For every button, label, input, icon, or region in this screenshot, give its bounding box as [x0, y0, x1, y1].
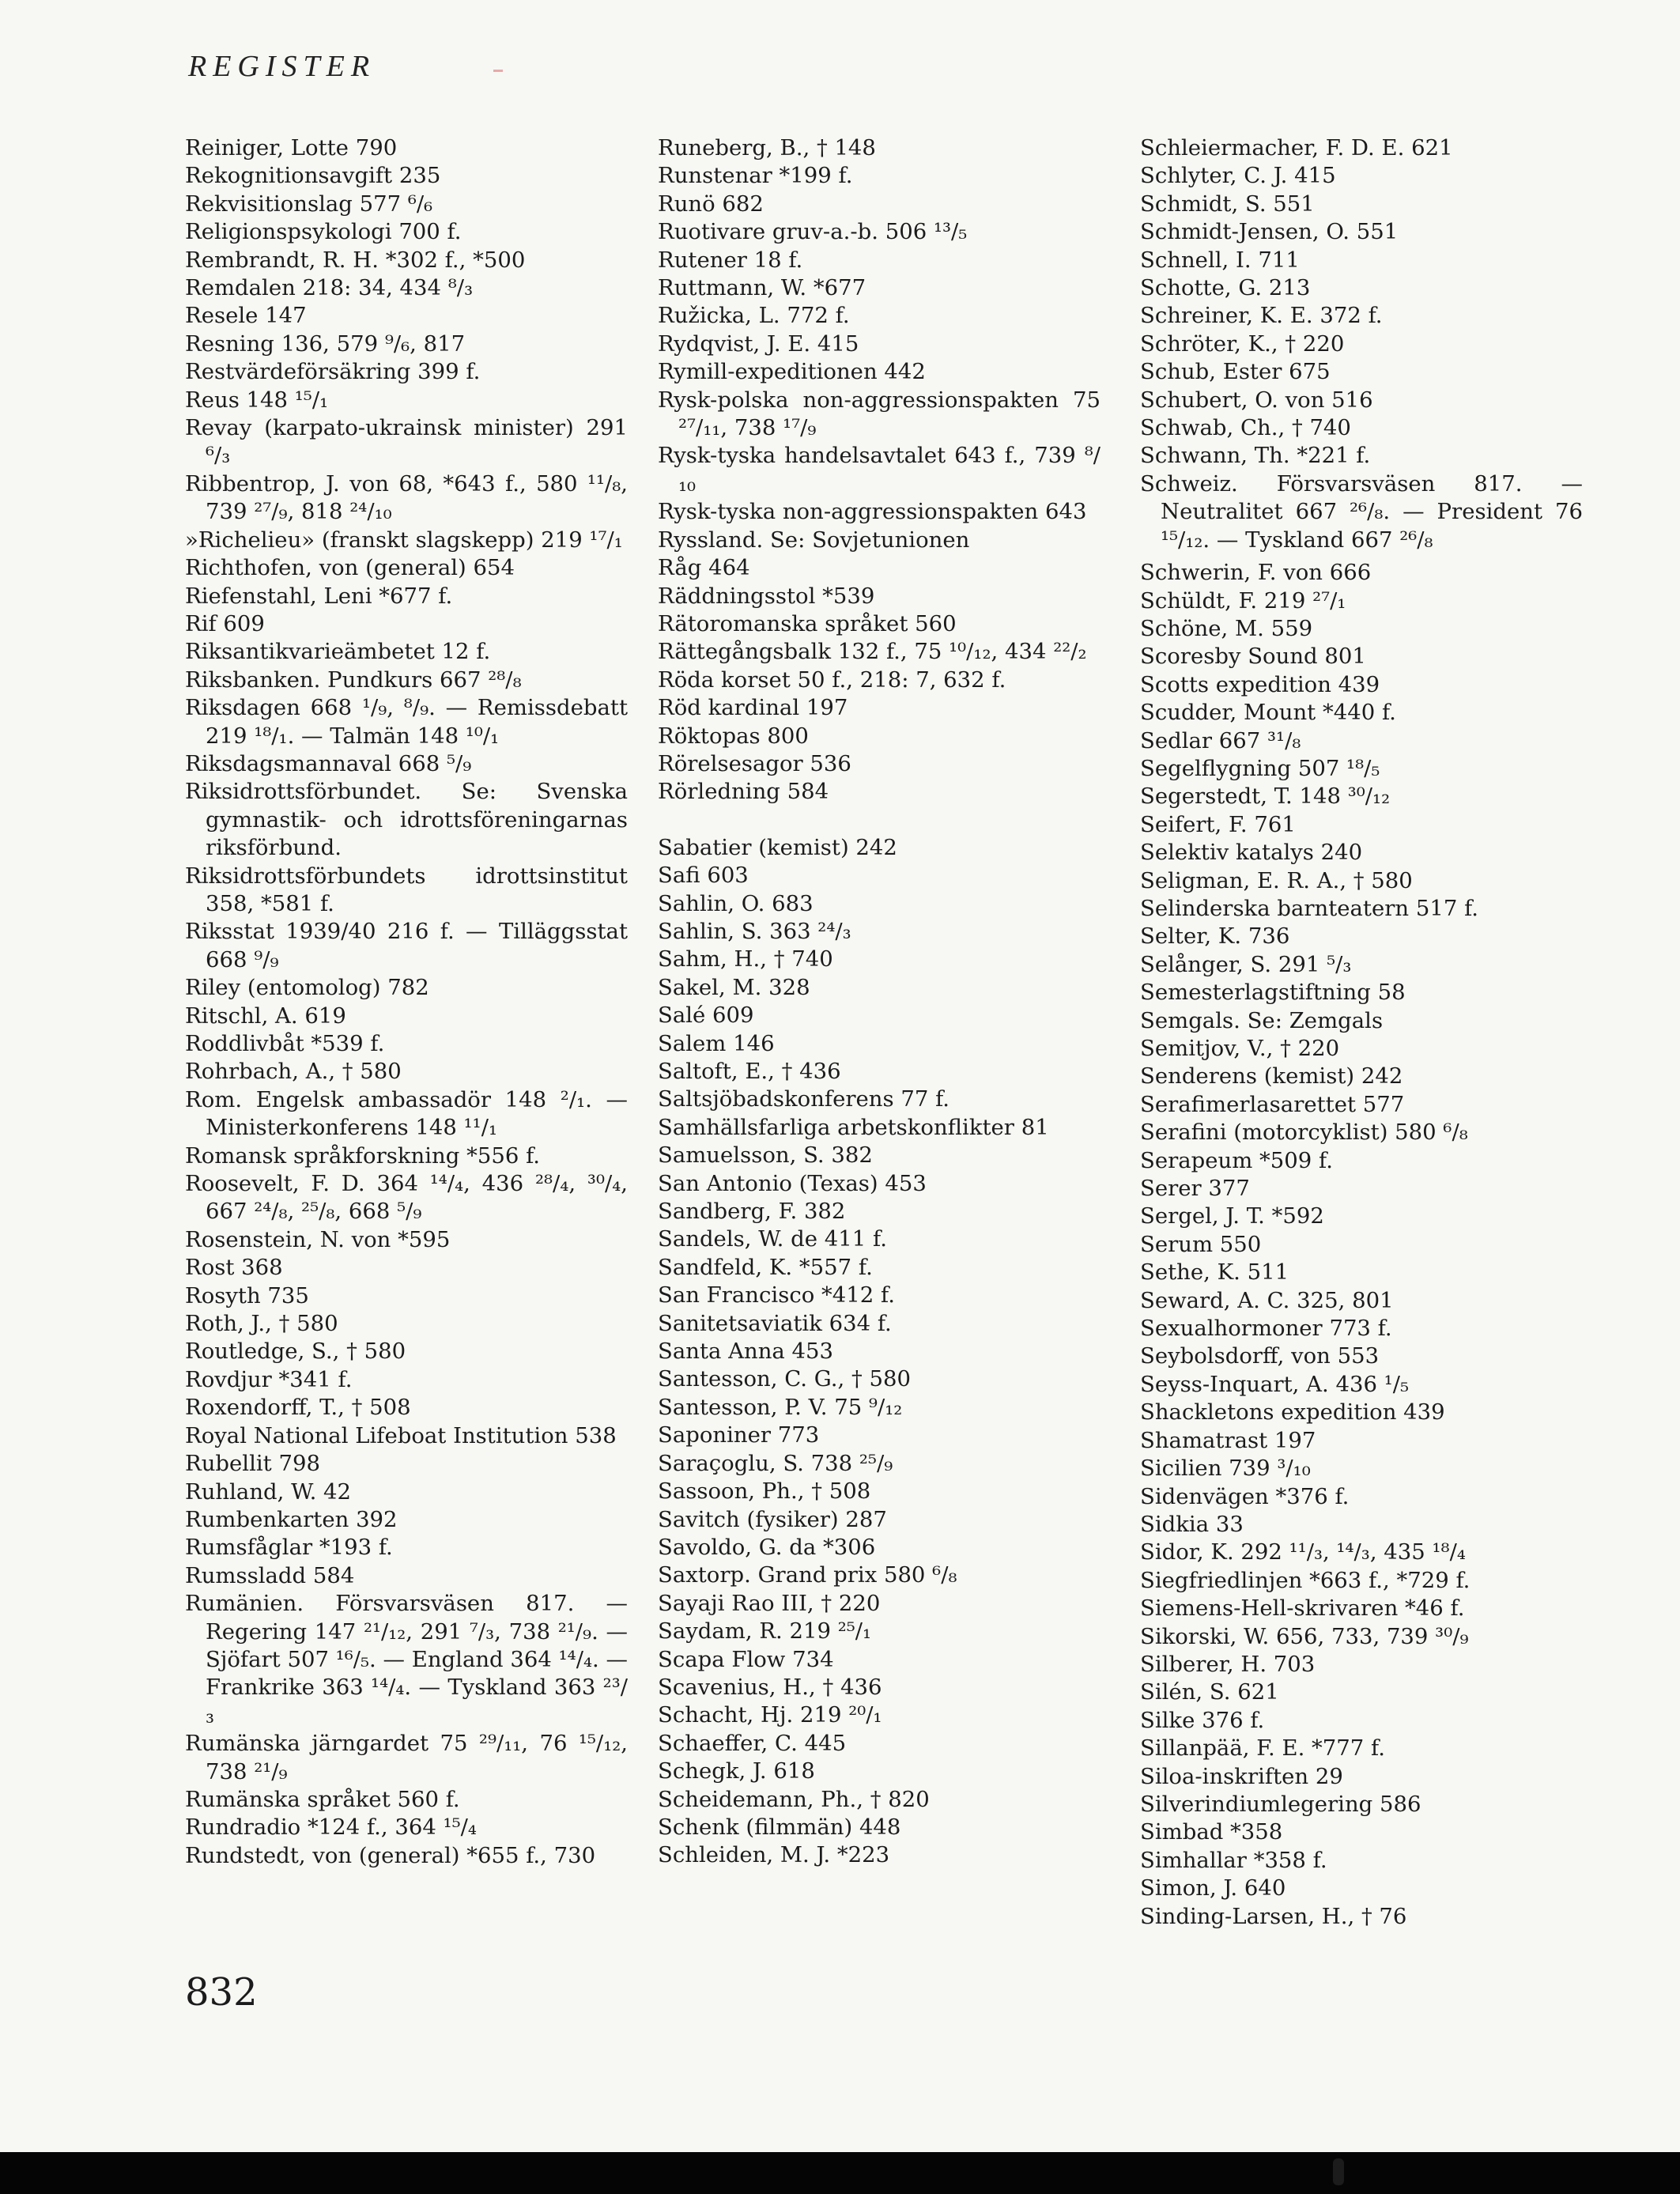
index-entry: Semesterlagstiftning 58	[1140, 980, 1406, 1006]
index-entry: Senderens (kemist) 242	[1140, 1063, 1403, 1089]
index-entry: »Richelieu» (franskt slagskepp) 219 ¹⁷/₁	[185, 527, 623, 553]
index-entry: Rydqvist, J. E. 415	[658, 330, 859, 357]
index-entry: Rovdjur *341 f.	[185, 1366, 353, 1392]
index-column-1	[185, 134, 628, 1870]
index-entry: Religionspsykologi 700 f.	[185, 219, 462, 245]
index-entry: Rutener 18 f.	[658, 247, 803, 273]
index-entry: Schröter, K., † 220	[1140, 330, 1345, 357]
index-entry: Sinding-Larsen, H., † 76	[1140, 1903, 1407, 1929]
index-entry: Scotts expedition 439	[1140, 671, 1380, 697]
index-entry: Silke 376 f.	[1140, 1707, 1265, 1733]
index-entry: Revay (karpato-ukrainsk minister) 291 ⁶/₃	[185, 415, 628, 469]
index-entry: Santesson, P. V. 75 ⁹/₁₂	[658, 1394, 903, 1420]
index-entry: Restvärdeförsäkring 399 f.	[185, 359, 481, 385]
index-entry: Rumänien. Försvarsväsen 817. — Regering 147 ²¹/₁₂, 291 ⁷/₃, 738 ²¹/₉. — Sjöfart 507 ¹⁶/₅. — England 364 ¹⁴/₄. — Frankrike 363 ¹⁴/₄. — Tyskland 363 ²³/₃	[185, 1591, 628, 1728]
index-entry: Schüldt, F. 219 ²⁷/₁	[1140, 587, 1346, 614]
index-entry: Röd kardinal 197	[658, 695, 848, 721]
index-entry: Samhällsfarliga arbetskonflikter 81	[658, 1114, 1049, 1140]
index-column-3	[1140, 134, 1583, 1931]
index-entry: Runö 682	[658, 191, 764, 217]
index-entry: Ryssland. Se: Sovjetunionen	[658, 527, 970, 553]
index-entry: Resele 147	[185, 303, 307, 329]
index-entry: Rundradio *124 f., 364 ¹⁵/₄	[185, 1814, 477, 1841]
index-entry: Scapa Flow 734	[658, 1646, 834, 1672]
index-entry: Schotte, G. 213	[1140, 275, 1311, 301]
index-entry: Selånger, S. 291 ⁵/₃	[1140, 951, 1352, 977]
index-entry: Sergel, J. T. *592	[1140, 1203, 1324, 1229]
scan-edge-mark	[1333, 2158, 1344, 2185]
index-entry: Schmidt, S. 551	[1140, 191, 1315, 217]
index-entry: Scheidemann, Ph., † 820	[658, 1786, 930, 1812]
index-entry: Serum 550	[1140, 1231, 1262, 1257]
index-entry: Rosyth 735	[185, 1282, 309, 1308]
index-entry: Sikorski, W. 656, 733, 739 ³⁰/₉	[1140, 1623, 1469, 1649]
index-entry: Röktopas 800	[658, 723, 809, 749]
index-entry: Reus 148 ¹⁵/₁	[185, 387, 329, 413]
index-entry: Sanitetsaviatik 634 f.	[658, 1310, 892, 1336]
index-entry: Sedlar 667 ³¹/₈	[1140, 727, 1301, 753]
index-entry: Sandberg, F. 382	[658, 1199, 846, 1225]
index-entry: Saltsjöbadskonferens 77 f.	[658, 1086, 950, 1112]
index-entry: Selter, K. 736	[1140, 923, 1290, 950]
index-entry: Råg 464	[658, 555, 750, 581]
index-entry: Schöne, M. 559	[1140, 615, 1313, 641]
index-entry: Schleiermacher, F. D. E. 621	[1140, 135, 1453, 160]
index-entry: Silberer, H. 703	[1140, 1651, 1316, 1677]
index-entry: Rembrandt, R. H. *302 f., *500	[185, 247, 526, 273]
index-entry: Runeberg, B., † 148	[658, 135, 876, 160]
index-entry: Selinderska barnteatern 517 f.	[1140, 895, 1479, 921]
index-entry: Sandels, W. de 411 f.	[658, 1226, 887, 1252]
index-entry: Rätoromanska språket 560	[658, 610, 957, 636]
index-entry: Roddlivbåt *539 f.	[185, 1031, 385, 1056]
index-entry: Rumänska järngardet 75 ²⁹/₁₁, 76 ¹⁵/₁₂, 738 ²¹/₉	[185, 1731, 628, 1784]
index-entry: Ritschl, A. 619	[185, 1003, 346, 1029]
index-entry: Schwerin, F. von 666	[1140, 560, 1372, 586]
index-entry: Sidenvägen *376 f.	[1140, 1483, 1350, 1509]
index-entry: Seligman, E. R. A., † 580	[1140, 867, 1413, 893]
index-entry: Rif 609	[185, 610, 265, 636]
index-entry: Rost 368	[185, 1255, 283, 1281]
index-entry: Riley (entomolog) 782	[185, 975, 429, 1001]
index-entry: Saraçoglu, S. 738 ²⁵/₉	[658, 1450, 893, 1476]
running-header: REGISTER	[188, 50, 376, 83]
index-entry: Sandfeld, K. *557 f.	[658, 1254, 873, 1280]
index-entry: Scavenius, H., † 436	[658, 1674, 882, 1700]
index-entry: Schwab, Ch., † 740	[1140, 415, 1351, 441]
index-entry: Rumbenkarten 392	[185, 1506, 398, 1532]
index-entry: Rumänska språket 560 f.	[185, 1786, 460, 1812]
index-entry: Rymill-expeditionen 442	[658, 359, 926, 385]
index-entry: Segerstedt, T. 148 ³⁰/₁₂	[1140, 784, 1391, 810]
index-entry: Remdalen 218: 34, 434 ⁸/₃	[185, 275, 474, 301]
index-entry: Siloa-inskriften 29	[1140, 1763, 1343, 1789]
index-entry: Serapeum *509 f.	[1140, 1147, 1333, 1173]
index-column-2	[658, 134, 1100, 1870]
index-entry: Savoldo, G. da *306	[658, 1534, 876, 1560]
index-entry: Räddningsstol *539	[658, 583, 875, 609]
index-entry: Rohrbach, A., † 580	[185, 1059, 402, 1085]
index-entry: Salem 146	[658, 1030, 775, 1056]
index-entry: Sakel, M. 328	[658, 974, 810, 1000]
index-entry: Rekvisitionslag 577 ⁶/₆	[185, 191, 433, 217]
index-entry: Ruotivare gruv-a.-b. 506 ¹³/₅	[658, 219, 968, 245]
index-entry: Roxendorff, T., † 508	[185, 1395, 411, 1421]
index-entry: Salé 609	[658, 1003, 754, 1029]
index-entry: Sahlin, O. 683	[658, 890, 814, 916]
index-entry: Safi 603	[658, 863, 749, 889]
index-entry: San Francisco *412 f.	[658, 1282, 895, 1308]
index-entry: Segelflygning 507 ¹⁸/₅	[1140, 755, 1380, 781]
index-entry: Schwann, Th. *221 f.	[1140, 443, 1371, 469]
index-entry: Rysk-tyska non-aggressionspakten 643	[658, 499, 1087, 525]
index-entry: Sicilien 739 ³/₁₀	[1140, 1456, 1311, 1482]
index-entry: Rubellit 798	[185, 1451, 320, 1477]
index-entry: Serafimerlasarettet 577	[1140, 1091, 1405, 1117]
index-entry: Seifert, F. 761	[1140, 811, 1296, 837]
index-entry: Shackletons expedition 439	[1140, 1399, 1445, 1426]
index-entry: Rundstedt, von (general) *655 f., 730	[185, 1842, 596, 1868]
index-entry: Sabatier (kemist) 242	[658, 834, 897, 860]
index-entry: Serer 377	[1140, 1176, 1250, 1202]
index-entry: Röda korset 50 f., 218: 7, 632 f.	[658, 667, 1006, 693]
index-entry: Resning 136, 579 ⁹/₆, 817	[185, 330, 466, 357]
index-entry: Sidor, K. 292 ¹¹/₃, ¹⁴/₃, 435 ¹⁸/₄	[1140, 1539, 1466, 1565]
index-entry: Romansk språkforskning *556 f.	[185, 1142, 541, 1169]
index-entry: Sillanpää, F. E. *777 f.	[1140, 1735, 1385, 1762]
index-entry: Silén, S. 621	[1140, 1679, 1279, 1705]
index-entry: Schlyter, C. J. 415	[1140, 163, 1336, 189]
index-entry: Schacht, Hj. 219 ²⁰/₁	[658, 1702, 882, 1728]
index-entry: Sahlin, S. 363 ²⁴/₃	[658, 918, 851, 944]
index-entry: Seyss-Inquart, A. 436 ¹/₅	[1140, 1371, 1410, 1397]
index-entry: San Antonio (Texas) 453	[658, 1170, 927, 1196]
index-entry: Selektiv katalys 240	[1140, 840, 1363, 866]
index-entry: Rysk-tyska handelsavtalet 643 f., 739 ⁸/₁₀	[658, 443, 1100, 497]
index-entry: Royal National Lifeboat Institution 538	[185, 1422, 617, 1448]
index-entry: Schmidt-Jensen, O. 551	[1140, 219, 1399, 245]
index-entry: Richthofen, von (general) 654	[185, 555, 515, 581]
index-entry: Scudder, Mount *440 f.	[1140, 700, 1396, 726]
index-entry: Sethe, K. 511	[1140, 1259, 1289, 1286]
index-entry: Seybolsdorff, von 553	[1140, 1343, 1380, 1369]
index-entry: Santesson, C. G., † 580	[658, 1366, 911, 1392]
index-entry: Riksdagen 668 ¹/₉, ⁸/₉. — Remissdebatt 219 ¹⁸/₁. — Talmän 148 ¹⁰/₁	[185, 695, 628, 749]
index-entry: Ruttmann, W. *677	[658, 275, 866, 301]
index-entry: Riksstat 1939/40 216 f. — Tilläggsstat 668 ⁹/₉	[185, 919, 628, 972]
index-entry: Ružicka, L. 772 f.	[658, 303, 850, 329]
index-entry: Semgals. Se: Zemgals	[1140, 1007, 1384, 1033]
index-entry: Rom. Engelsk ambassadör 148 ²/₁. — Ministerkonferens 148 ¹¹/₁	[185, 1086, 628, 1141]
index-entry: Rörledning 584	[658, 779, 829, 805]
index-entry: Rekognitionsavgift 235	[185, 163, 441, 189]
index-entry: Riksdagsmannaval 668 ⁵/₉	[185, 750, 472, 776]
index-entry: Saponiner 773	[658, 1422, 820, 1448]
index-entry: Schnell, I. 711	[1140, 247, 1300, 273]
index-entry: Sidkia 33	[1140, 1511, 1244, 1537]
index-entry: Rörelsesagor 536	[658, 750, 851, 776]
index-entry: Rättegångsbalk 132 f., 75 ¹⁰/₁₂, 434 ²²/₂	[658, 639, 1087, 665]
index-entry: Schenk (filmmän) 448	[658, 1814, 901, 1840]
index-entry: Siegfriedlinjen *663 f., *729 f.	[1140, 1567, 1470, 1593]
index-entry: Schub, Ester 675	[1140, 359, 1331, 385]
index-entry: Sassoon, Ph., † 508	[658, 1478, 871, 1505]
index-entry: Routledge, S., † 580	[185, 1339, 406, 1365]
index-entry: Ruhland, W. 42	[185, 1478, 352, 1505]
index-entry: Saydam, R. 219 ²⁵/₁	[658, 1618, 872, 1645]
index-entry: Sahm, H., † 740	[658, 946, 833, 972]
page-number: 832	[185, 1970, 258, 2015]
index-entry: Saxtorp. Grand prix 580 ⁶/₈	[658, 1562, 957, 1588]
index-entry: Schegk, J. 618	[658, 1758, 815, 1784]
index-entry: Roosevelt, F. D. 364 ¹⁴/₄, 436 ²⁸/₄, ³⁰/₄, 667 ²⁴/₈, ²⁵/₈, 668 ⁵/₉	[185, 1171, 628, 1225]
index-entry: Savitch (fysiker) 287	[658, 1506, 887, 1532]
index-entry: Simon, J. 640	[1140, 1875, 1286, 1901]
index-entry: Serafini (motorcyklist) 580 ⁶/₈	[1140, 1120, 1468, 1146]
index-entry: Riefenstahl, Leni *677 f.	[185, 583, 453, 609]
scan-bottom-edge	[0, 2152, 1680, 2194]
index-entry: Semitjov, V., † 220	[1140, 1036, 1340, 1061]
index-entry: Sayaji Rao III, † 220	[658, 1590, 881, 1616]
index-entry: Rosenstein, N. von *595	[185, 1226, 451, 1252]
index-entry: Schaeffer, C. 445	[658, 1730, 847, 1756]
index-entry: Riksantikvarieämbetet 12 f.	[185, 639, 491, 665]
index-entry: Silverindiumlegering 586	[1140, 1791, 1421, 1817]
index-entry: Saltoft, E., † 436	[658, 1059, 841, 1084]
index-entry: Riksbanken. Pundkurs 667 ²⁸/₈	[185, 667, 522, 693]
index-entry: Riksidrottsförbundets idrottsinstitut 358, *581 f.	[185, 863, 628, 916]
index-entry: Schleiden, M. J. *223	[658, 1842, 890, 1868]
index-entry: Santa Anna 453	[658, 1339, 834, 1365]
index-entry: Rumssladd 584	[185, 1562, 355, 1588]
index-entry: Reiniger, Lotte 790	[185, 135, 398, 160]
index-entry: Sexualhormoner 773 f.	[1140, 1316, 1392, 1342]
index-entry: Simbad *358	[1140, 1819, 1283, 1845]
index-entry: Rysk-polska non-aggressionspakten 75 ²⁷/₁₁, 738 ¹⁷/₉	[658, 387, 1100, 441]
index-entry: Schweiz. Försvarsväsen 817. — Neutralitet 667 ²⁶/₈. — President 76 ¹⁵/₁₂. — Tyskland 667 ²⁶/₈	[1140, 470, 1583, 553]
index-entry: Schreiner, K. E. 372 f.	[1140, 303, 1383, 329]
index-entry: Scoresby Sound 801	[1140, 644, 1366, 670]
index-entry: Siemens-Hell-skrivaren *46 f.	[1140, 1595, 1465, 1622]
index-entry: Seward, A. C. 325, 801	[1140, 1287, 1394, 1313]
index-entry: Simhallar *358 f.	[1140, 1847, 1327, 1873]
index-entry: Runstenar *199 f.	[658, 163, 853, 189]
index-entry: Ribbentrop, J. von 68, *643 f., 580 ¹¹/₈, 739 ²⁷/₉, 818 ²⁴/₁₀	[185, 470, 628, 525]
header-ink-mark	[493, 70, 503, 72]
index-entry: Rumsfåglar *193 f.	[185, 1535, 393, 1561]
index-entry: Riksidrottsförbundet. Se: Svenska gymnastik- och idrottsföreningarnas riksförbund.	[185, 779, 628, 861]
index-entry: Samuelsson, S. 382	[658, 1142, 873, 1169]
index-entry: Shamatrast 197	[1140, 1427, 1316, 1453]
index-entry: Roth, J., † 580	[185, 1311, 338, 1337]
index-entry: Schubert, O. von 516	[1140, 387, 1373, 413]
